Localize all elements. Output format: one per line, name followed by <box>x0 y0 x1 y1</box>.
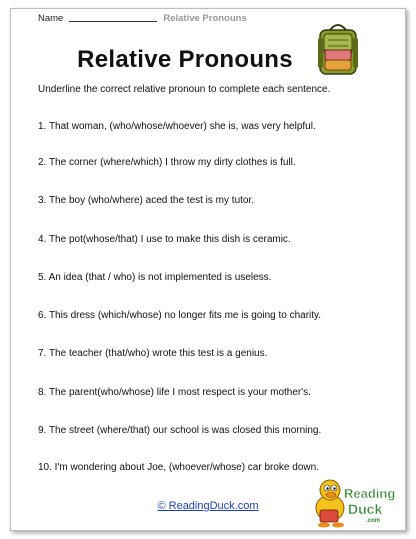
question-2: 2. The corner (where/which) I throw my dirty clothes is full. <box>38 157 296 168</box>
readingduck-link[interactable]: © ReadingDuck.com <box>157 500 259 512</box>
backpack-icon <box>316 20 360 76</box>
question-9: 9. The street (where/that) our school is was closed this morning. <box>38 425 322 436</box>
question-10: 10. I'm wondering about Joe, (whoever/whose) car broke down. <box>38 462 319 473</box>
readingduck-logo <box>312 470 396 530</box>
page-title: Relative Pronouns <box>77 46 293 73</box>
question-8: 8. The parent(who/whose) life I most respect is your mother's. <box>38 387 311 398</box>
duck-mascot-icon <box>316 480 344 528</box>
name-row <box>38 13 247 24</box>
question-1: 1. That woman, (who/whose/whoever) she is, was very helpful. <box>38 121 316 132</box>
logo-word-duck: Duck <box>348 501 383 517</box>
logo-word-com: .com <box>366 518 381 524</box>
question-4: 4. The pot(whose/that) I use to make this dish is ceramic. <box>38 234 291 245</box>
question-5: 5. An idea (that / who) is not implemented is useless. <box>38 272 272 283</box>
question-7: 7. The teacher (that/who) wrote this test is a genius. <box>38 348 268 359</box>
question-3: 3. The boy (who/where) aced the test is my tutor. <box>38 195 255 206</box>
header-title: Relative Pronouns <box>163 13 247 24</box>
instructions: Underline the correct relative pronoun to complete each sentence. <box>38 84 331 95</box>
question-6: 6. This dress (which/whose) no longer fits me is going to charity. <box>38 310 322 321</box>
name-label: Name <box>38 13 64 24</box>
logo-word-reading: Reading <box>344 486 396 501</box>
name-blank-line <box>69 13 157 22</box>
